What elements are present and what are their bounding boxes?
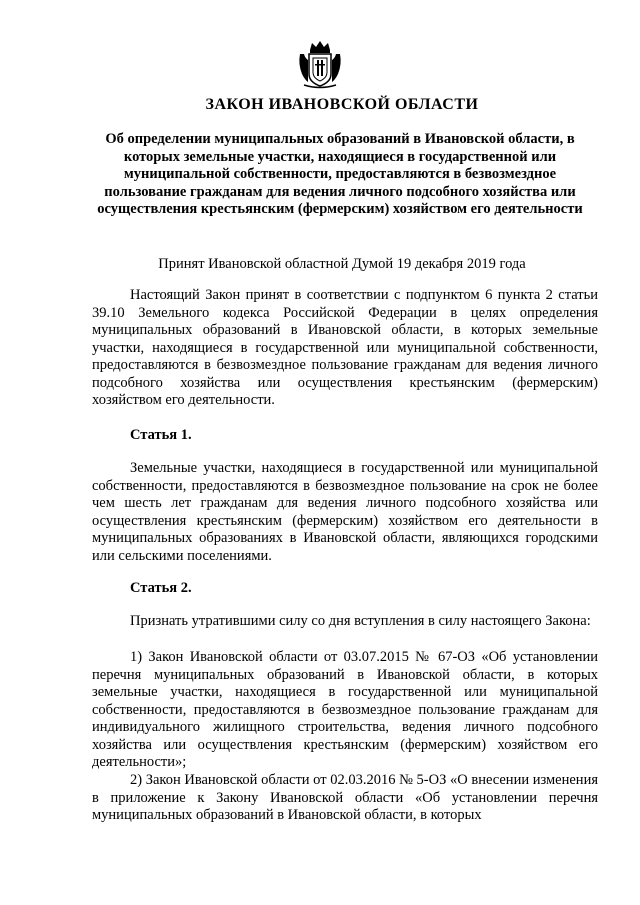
coat-of-arms-icon xyxy=(296,40,344,90)
adoption-line: Принят Ивановской областной Думой 19 декабря 2019 года xyxy=(158,256,526,272)
law-subtitle: Об определении муниципальных образований в Ивановской области, в которых земельные участки, находящиеся в государственной или муниципальной собственности, предоставляются в безвозмездное пользование гражданам для ведения личного подсобного хозяйства или осуществления крестьянским (фермерским) хозяйством его деятельности xyxy=(97,131,583,217)
article-2-heading: Статья 2. xyxy=(130,580,192,596)
article-2-item-1: 1) Закон Ивановской области от 03.07.2015 № 67-ОЗ «Об установлении перечня муниципальных образований в Ивановской области, в которых земельные участки, находящиеся в государственной или муниципальной собственности, предоставляются в безвозмездное пользование гражданам для индивидуального жилищного строительства, ведения личного подсобного хозяйства или осуществления крестьянским (фермерским) хозяйством его деятельности»; xyxy=(92,649,598,770)
article-2-item-2: 2) Закон Ивановской области от 02.03.2016 № 5-ОЗ «О внесении изменения в приложение к Закону Ивановской области «Об установлении перечня муниципальных образований в Ивановской области, в которых xyxy=(92,772,598,823)
article-1-text: Земельные участки, находящиеся в государственной или муниципальной собственности, предоставляются в безвозмездное пользование на срок не более чем шесть лет гражданам для ведения личного подсобного хозяйства или осуществления крестьянским (фермерским) хозяйством его деятельности в муниципальных образованиях в Ивановской области, являющихся городскими или сельскими поселениями. xyxy=(92,460,598,564)
article-2-intro: Признать утратившими силу со дня вступления в силу настоящего Закона: xyxy=(130,613,591,629)
preamble-paragraph: Настоящий Закон принят в соответствии с подпунктом 6 пункта 2 статьи 39.10 Земельного кодекса Российской Федерации в целях определения муниципальных образований в Ивановской области, в которых земельные участки, находящиеся в государственной или муниципальной собственности, предоставляются в безвозмездное пользование гражданам для ведения личного подсобного хозяйства или осуществления крестьянским (фермерским) хозяйством его деятельности. xyxy=(92,287,598,408)
law-title: ЗАКОН ИВАНОВСКОЙ ОБЛАСТИ xyxy=(205,96,479,113)
article-1-heading: Статья 1. xyxy=(130,427,192,443)
